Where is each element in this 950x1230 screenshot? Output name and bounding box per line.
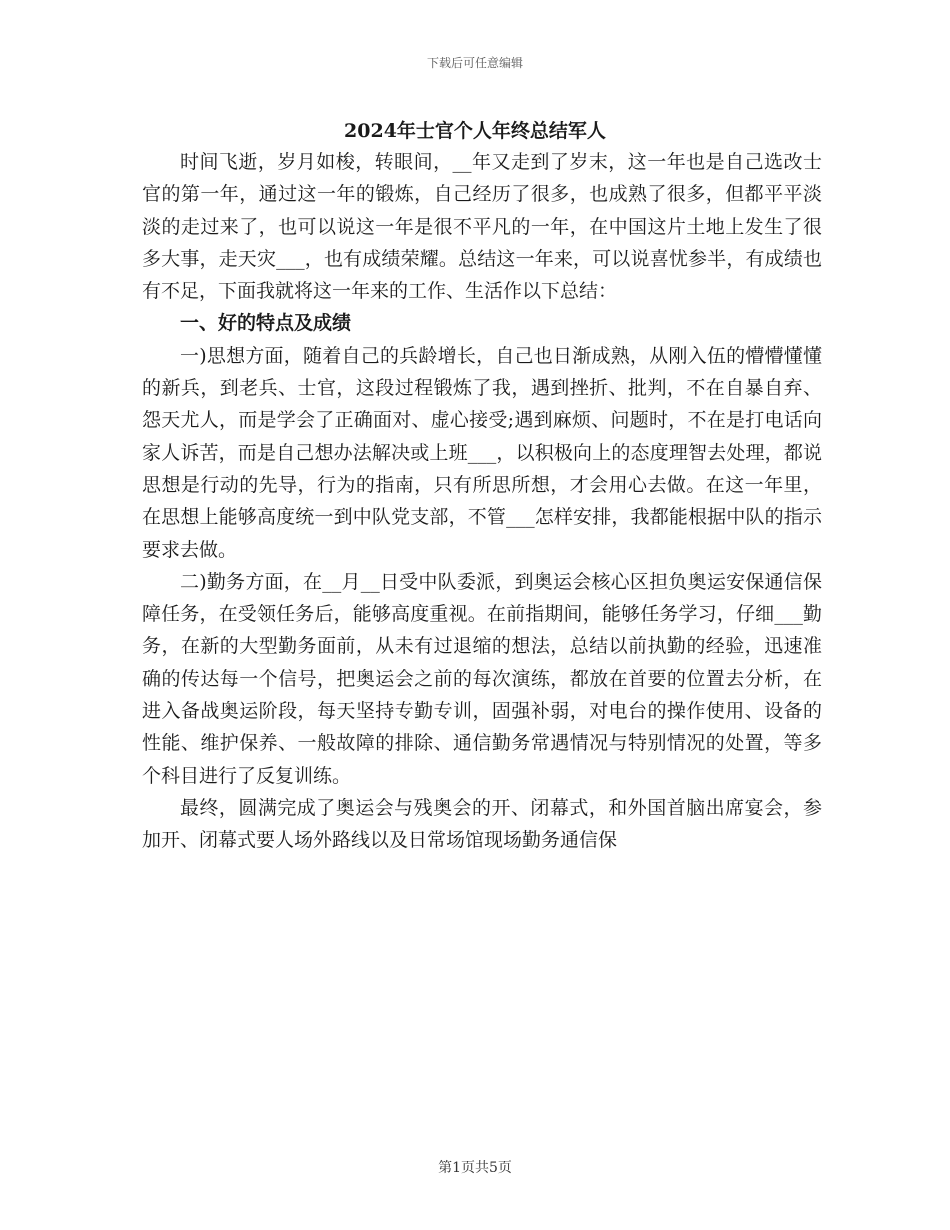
section-heading: 一、好的特点及成绩: [180, 312, 352, 335]
thought-paragraph: 一)思想方面，随着自己的兵龄增长，自己也日渐成熟，从刚入伍的懵懵懂懂的新兵，到老兵、士官，这段过程锻炼了我，遇到挫折、批判，不在自暴自弃、怨天尤人，而是学会了正确面对、虚心接受;遇到麻烦、问题时，不在是打电话向家人诉苦，而是自己想办法解决或上班___，以积极向上的态度理智去处理，都说思想是行动的先导，行为的指南，只有所思所想，才会用心去做。在这一年里，在思想上能够高度统一到中队党支部，不管___怎样安排，我都能根据中队的指示要求去做。: [142, 344, 822, 561]
page-number: 第1页共5页: [438, 1160, 512, 1176]
duty-paragraph: 二)勤务方面，在__月__日受中队委派，到奥运会核心区担负奥运安保通信保障任务，在受领任务后，能够高度重视。在前指期间，能够任务学习，仔细___勤务，在新的大型勤务面前，从未有过退缩的想法，总结以前执勤的经验，迅速准确的传达每一个信号，把奥运会之前的每次演练，都放在首要的位置去分析，在进入备战奥运阶段，每天坚持专勤专训，固强补弱，对电台的操作使用、设备的性能、维护保养、一般故障的排除、通信勤务常遇情况与特别情况的处置，等多个科目进行了反复训练。: [142, 570, 822, 787]
document-title: 2024年士官个人年终总结军人: [344, 120, 606, 142]
page-header-note: 下载后可任意编辑: [426, 56, 523, 70]
document-body: [142, 146, 822, 857]
result-paragraph: 最终，圆满完成了奥运会与残奥会的开、闭幕式，和外国首脑出席宴会，参加开、闭幕式要人场外路线以及日常场馆现场勤务通信保: [142, 796, 822, 852]
intro-paragraph: 时间飞逝，岁月如梭，转眼间，__年又走到了岁末，这一年也是自己选改士官的第一年，通过这一年的锻炼，自己经历了很多，也成熟了很多，但都平平淡淡的走过来了，也可以说这一年是很不平凡的一年，在中国这片土地上发生了很多大事，走天灾___，也有成绩荣耀。总结这一年来，可以说喜忧参半，有成绩也有不足，下面我就将这一年来的工作、生活作以下总结：: [142, 151, 822, 303]
